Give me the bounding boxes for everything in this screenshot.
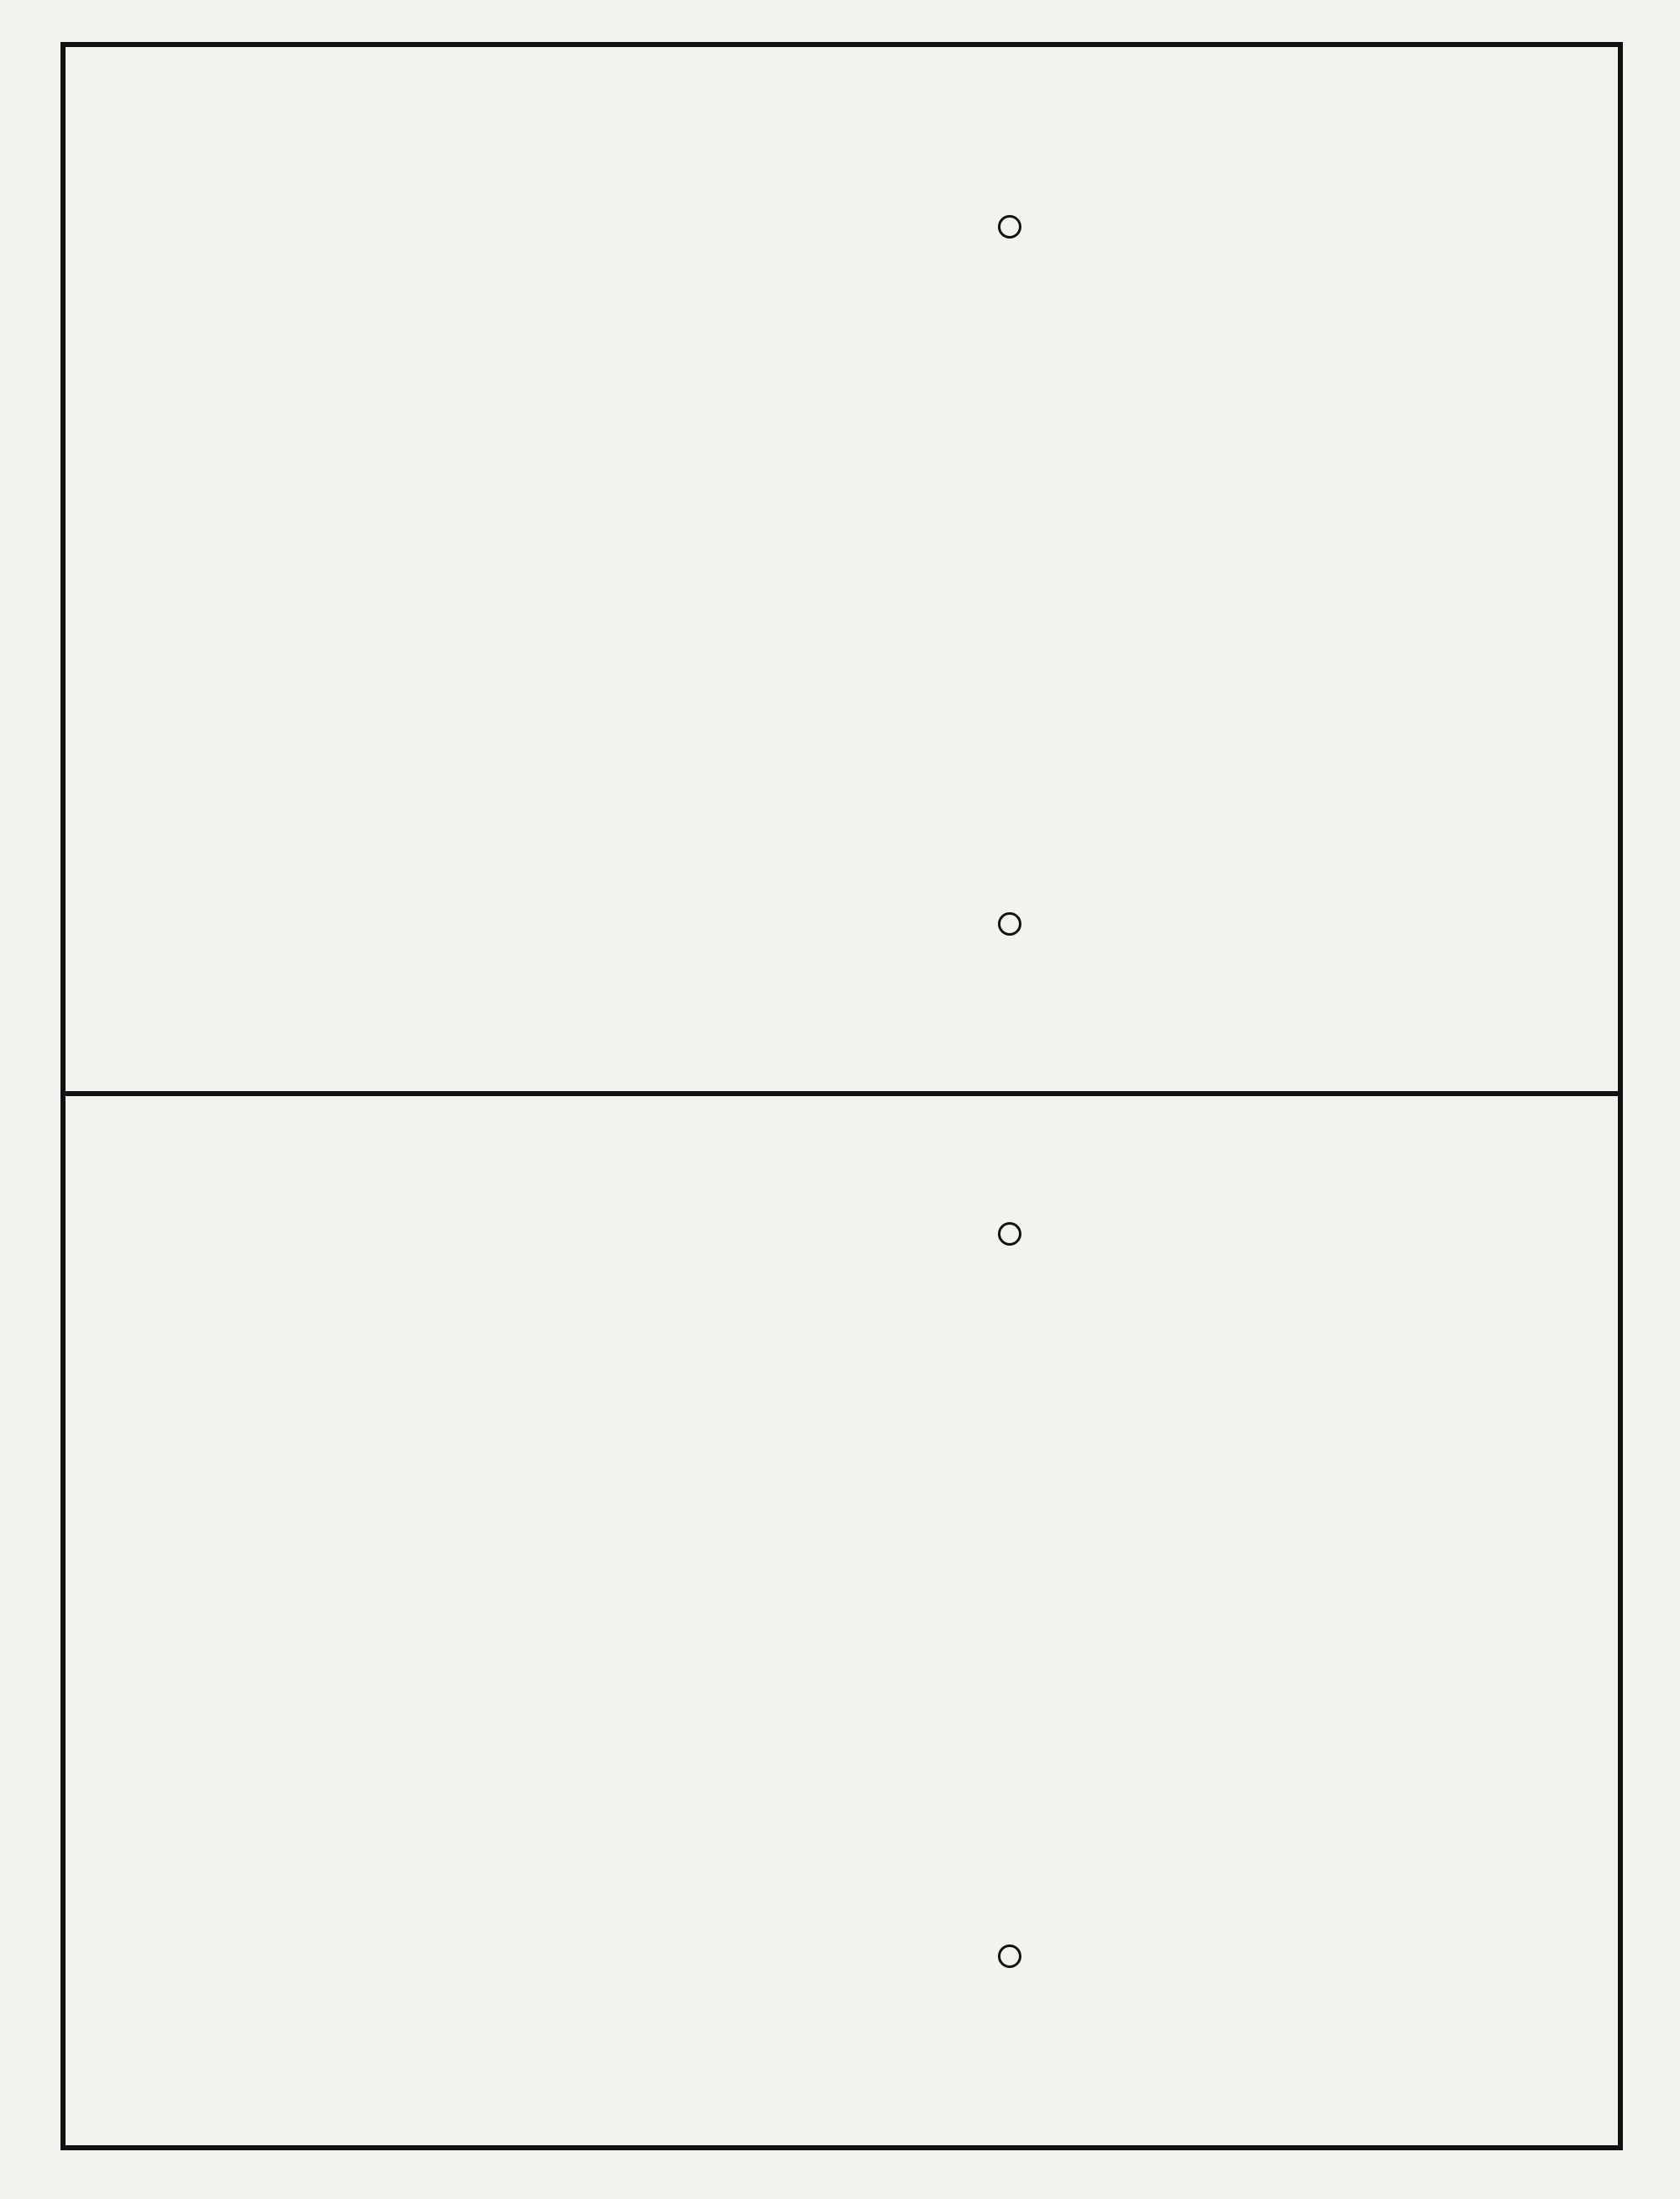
top-text-column — [1326, 265, 1394, 1049]
top-text-column — [634, 265, 703, 1049]
top-text-column — [1499, 265, 1567, 1049]
bottom-text-column — [604, 1239, 673, 2103]
top-text-column — [1412, 265, 1481, 1049]
bottom-text-column — [1173, 1239, 1242, 2103]
bottom-text-column — [685, 1239, 754, 2103]
page-frame — [60, 42, 1623, 2150]
bottom-text-column — [1336, 1239, 1404, 2103]
top-running-header — [66, 190, 1618, 240]
top-text-column — [548, 265, 617, 1049]
bottom-leaf — [66, 1096, 1618, 2145]
top-text-columns — [116, 265, 1567, 1049]
bottom-text-column — [522, 1239, 591, 2103]
bottom-text-column — [1499, 1239, 1567, 2103]
top-text-column — [1239, 265, 1308, 1049]
punch-hole-icon — [998, 215, 1021, 239]
top-leaf — [66, 47, 1618, 1096]
bottom-text-column — [1092, 1239, 1161, 2103]
bottom-text-column — [279, 1239, 348, 2103]
top-text-column — [375, 265, 444, 1049]
bottom-text-column — [848, 1239, 916, 2103]
top-text-column — [289, 265, 358, 1049]
top-text-column — [980, 265, 1049, 1049]
bottom-running-header — [66, 1172, 1618, 1222]
bottom-text-columns — [116, 1239, 1567, 2103]
top-text-column — [116, 265, 185, 1049]
bottom-text-column — [197, 1239, 266, 2103]
top-text-column — [894, 265, 963, 1049]
bottom-text-column — [1417, 1239, 1486, 2103]
bottom-text-column — [1011, 1239, 1079, 2103]
top-text-column — [721, 265, 790, 1049]
bottom-text-column — [360, 1239, 428, 2103]
top-text-column — [462, 265, 531, 1049]
top-text-column — [1067, 265, 1136, 1049]
bottom-text-column — [767, 1239, 836, 2103]
top-text-column — [807, 265, 876, 1049]
top-text-column — [1153, 265, 1222, 1049]
bottom-text-column — [929, 1239, 998, 2103]
bottom-text-column — [1254, 1239, 1323, 2103]
top-text-column — [202, 265, 271, 1049]
bottom-text-column — [116, 1239, 185, 2103]
bottom-text-column — [441, 1239, 510, 2103]
